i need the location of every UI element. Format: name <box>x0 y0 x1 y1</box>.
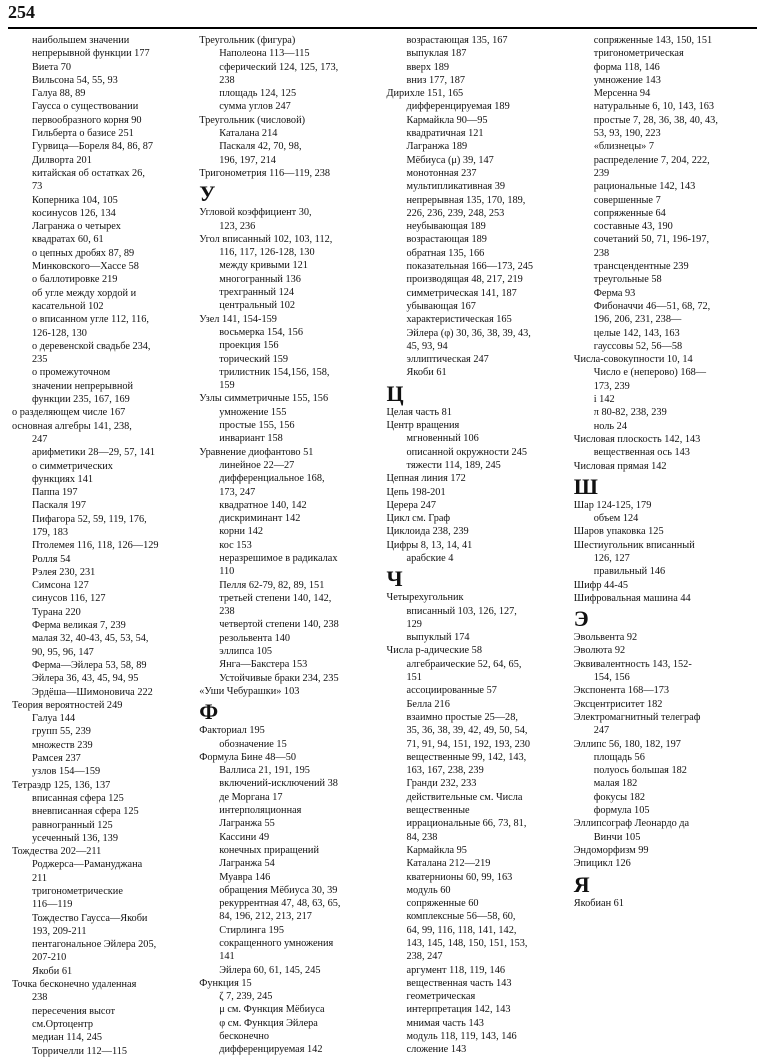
index-subentry: геометрическая <box>406 991 476 1003</box>
index-subentry: множеств 239 <box>32 739 93 751</box>
index-subentry: Рамсея 237 <box>32 753 81 765</box>
index-subentry: умножение 155 <box>219 406 287 418</box>
index-subentry: Лагранжа 55 <box>219 818 275 830</box>
index-subentry: рациональные 142, 143 <box>593 181 696 193</box>
index-subentry: о промежуточном <box>32 367 111 379</box>
index-subentry: ζ 7, 239, 245 <box>219 991 273 1003</box>
index-subentry: площадь 124, 125 <box>219 88 297 100</box>
index-subentry: многогранный 136 <box>219 273 301 285</box>
index-subentry: 154, 156 <box>593 672 630 684</box>
index-subentry: 116, 117, 126-128, 130 <box>219 247 315 259</box>
index-subentry: объем 124 <box>593 513 639 525</box>
index-subentry: 193, 209-211 <box>32 925 87 937</box>
index-entry: Эвольвента 92 <box>573 632 638 644</box>
index-subentry: полуось большая 182 <box>593 765 687 777</box>
index-subentry: Муавра 146 <box>219 871 271 883</box>
index-subentry: Янга—Бакстера 153 <box>219 659 308 671</box>
index-entry: Эндоморфизм 99 <box>573 844 649 856</box>
index-subentry: 207-210 <box>32 952 67 964</box>
index-subentry: мнимая часть 143 <box>406 1017 484 1029</box>
index-subentry: алгебраические 52, 64, 65, <box>406 658 522 670</box>
index-subentry: Гранди 232, 233 <box>406 778 477 790</box>
index-subentry: модуль 118, 119, 143, 146 <box>406 1031 517 1043</box>
index-subentry: 126, 127 <box>593 552 630 564</box>
index-subentry: бесконечно <box>219 1031 270 1043</box>
index-subentry: иррациональные 66, 73, 81, <box>406 818 527 830</box>
index-subentry: непрерывная 135, 170, 189, <box>406 194 526 206</box>
index-entry: Числа p-адические 58 <box>386 645 482 657</box>
index-entry: Точка бесконечно удаленная <box>12 979 137 991</box>
index-subentry: о вписанном угле 112, 116, <box>32 314 149 326</box>
index-subentry: 64, 99, 116, 118, 141, 142, <box>406 924 517 936</box>
section-letter: Ц <box>386 380 404 406</box>
index-subentry: умножение 143 <box>593 74 661 86</box>
index-subentry: Ролля 54 <box>32 553 71 565</box>
index-subentry: Стирлинга 195 <box>219 924 284 936</box>
index-subentry: дискриминант 142 <box>219 513 301 525</box>
index-subentry: Число e (неперово) 168— <box>593 367 707 379</box>
header-rule <box>8 27 757 29</box>
index-subentry: 235 <box>32 354 48 366</box>
index-subentry: 151 <box>406 672 422 684</box>
index-entry: Эллипс 56, 180, 182, 197 <box>573 738 681 750</box>
index-entry: Тригонометрия 116—119, 238 <box>199 167 331 179</box>
index-subentry: торический 159 <box>219 353 289 365</box>
index-subentry: обратная 135, 166 <box>406 247 485 259</box>
index-entry: Шаров упаковка 125 <box>573 526 664 538</box>
index-subentry: вписанная сфера 125 <box>32 792 124 804</box>
index-subentry: де Моргана 17 <box>219 791 283 803</box>
index-subentry: китайская об остатках 26, <box>32 167 145 179</box>
index-subentry: возрастающая 189 <box>406 234 487 246</box>
index-subentry: Лагранжа о четырех <box>32 221 121 233</box>
index-entry: Центр вращения <box>386 420 460 432</box>
index-entry: о разделяющем числе 167 <box>12 407 126 419</box>
index-subentry: Пелля 62-79, 82, 89, 151 <box>219 579 325 591</box>
index-subentry: центральный 102 <box>219 300 296 312</box>
index-subentry: вещественная часть 143 <box>406 977 512 989</box>
index-entry: Уравнение диофантово 51 <box>199 446 314 458</box>
index-subentry: трехгранный 124 <box>219 287 295 299</box>
index-subentry: Роджерса—Рамануджана <box>32 859 143 871</box>
index-subentry: функции 235, 167, 169 <box>32 394 130 406</box>
index-entry: Электромагнитный телеграф <box>573 711 701 723</box>
index-subentry: составные 43, 190 <box>593 221 673 233</box>
index-subentry: эллипса 105 <box>219 646 273 658</box>
index-subentry: Эрдёша—Шимоновича 222 <box>32 686 153 698</box>
index-subentry: простые 7, 28, 36, 38, 40, 43, <box>593 114 718 126</box>
index-subentry: 247 <box>32 433 48 445</box>
index-subentry: Мерсенна 94 <box>593 88 651 100</box>
index-subentry: Рэлея 230, 231 <box>32 566 96 578</box>
index-subentry: форма 118, 146 <box>593 61 660 73</box>
index-subentry: вверх 189 <box>406 61 450 73</box>
index-entry: Эллипсограф Леонардо да <box>573 818 690 830</box>
index-subentry: 141 <box>219 951 235 963</box>
index-subentry: резольвента 140 <box>219 632 291 644</box>
index-subentry: формула 105 <box>593 805 650 817</box>
index-subentry: взаимно простые 25—28, <box>406 711 518 723</box>
index-subentry: сферический 124, 125, 173, <box>219 61 339 73</box>
index-entry: Числа-совокупности 10, 14 <box>573 354 693 366</box>
index-subentry: о симметрических <box>32 460 113 472</box>
section-letter: Ч <box>386 566 403 592</box>
index-entry: Числовая прямая 142 <box>573 460 667 472</box>
index-subentry: выпуклый 174 <box>406 632 470 644</box>
index-subentry: «близнецы» 7 <box>593 141 654 153</box>
index-subentry: между кривыми 121 <box>219 260 308 272</box>
index-column-3 <box>383 34 570 1056</box>
index-entry: Тождества 202—211 <box>12 846 102 858</box>
index-subentry: арифметики 28—29, 57, 141 <box>32 447 156 459</box>
page-number: 254 <box>8 2 35 22</box>
index-subentry: i 142 <box>593 394 615 406</box>
index-subentry: Вильсона 54, 55, 93 <box>32 74 118 86</box>
index-subentry: Паппа 197 <box>32 487 78 499</box>
index-entry: Циклоида 238, 239 <box>386 526 469 538</box>
index-subentry: Лагранжа 54 <box>219 858 275 870</box>
index-subentry: вписанный 103, 126, 127, <box>406 605 517 617</box>
index-entry: Шифр 44-45 <box>573 579 629 591</box>
index-subentry: пентагональное Эйлера 205, <box>32 939 157 951</box>
index-subentry: конечных приращений <box>219 844 319 856</box>
index-subentry: 238, 247 <box>406 951 443 963</box>
index-subentry: Кармайкла 95 <box>406 844 467 856</box>
index-subentry: 196, 197, 214 <box>219 154 276 166</box>
index-subentry: косинусов 126, 134 <box>32 207 116 219</box>
index-subentry: 84, 238 <box>406 831 438 843</box>
index-subentry: целые 142, 143, 163 <box>593 327 680 339</box>
index-subentry: 73 <box>32 181 43 193</box>
index-subentry: показательная 166—173, 245 <box>406 261 534 273</box>
index-subentry: 179, 183 <box>32 526 69 538</box>
index-entry: Эквивалентность 143, 152- <box>573 658 692 670</box>
index-entry: Числовая плоскость 142, 143 <box>573 433 701 445</box>
section-letter: Ш <box>573 473 598 499</box>
index-subentry: Гильберта о базисе 251 <box>32 128 134 140</box>
index-subentry: 45, 93, 94 <box>406 340 448 352</box>
index-subentry: Каталана 212—219 <box>406 858 491 870</box>
index-subentry: трилистник 154,156, 158, <box>219 366 330 378</box>
index-subentry: 226, 236, 239, 248, 253 <box>406 207 505 219</box>
index-subentry: Кассини 49 <box>219 831 270 843</box>
index-subentry: 71, 91, 94, 151, 192, 193, 230 <box>406 738 531 750</box>
index-entry: Угол вписанный 102, 103, 112, <box>199 233 333 245</box>
index-subentry: 159 <box>219 380 235 392</box>
index-column-4 <box>570 34 757 998</box>
index-entry: Треугольник (фигура) <box>199 35 296 46</box>
index-subentry: модуль 60 <box>406 884 451 896</box>
index-subentry: Тождество Гаусса—Якоби <box>32 912 148 924</box>
index-subentry: распределение 7, 204, 222, <box>593 154 710 166</box>
index-subentry: Виета 70 <box>32 61 72 73</box>
index-subentry: малая 182 <box>593 778 638 790</box>
index-subentry: Фибоначчи 46—51, 68, 72, <box>593 300 711 312</box>
index-subentry: характеристическая 165 <box>406 314 512 326</box>
index-subentry: тригонометрическая <box>593 48 684 60</box>
index-subentry: 129 <box>406 618 422 630</box>
index-subentry: Симсона 127 <box>32 580 89 592</box>
index-entry: Цифры 8, 13, 14, 41 <box>386 539 473 551</box>
index-subentry: интерполяционная <box>219 805 302 817</box>
index-subentry: Торричелли 112—115 <box>32 1045 128 1057</box>
index-subentry: 84, 196, 212, 213, 217 <box>219 911 312 923</box>
index-subentry: вневписанная сфера 125 <box>32 806 139 818</box>
index-entry: Экспонента 168—173 <box>573 685 670 697</box>
index-subentry: квадратичная 121 <box>406 128 484 140</box>
index-entry: Цепь 198-201 <box>386 486 446 498</box>
index-subentry: 110 <box>219 566 235 578</box>
index-subentry: комплексные 56—58, 60, <box>406 911 516 923</box>
index-subentry: Турана 220 <box>32 606 81 618</box>
index-subentry: мгновенный 106 <box>406 433 479 445</box>
index-subentry: Гурвица—Бореля 84, 86, 87 <box>32 141 154 153</box>
section-letter: У <box>199 181 216 207</box>
section-letter: Э <box>573 606 589 632</box>
index-entry: «Уши Чебурашки» 103 <box>199 685 300 697</box>
index-subentry: площадь 56 <box>593 751 645 763</box>
index-subentry: треугольные 58 <box>593 274 662 286</box>
index-subentry: 238 <box>593 247 610 259</box>
index-subentry: непрерывной функции 177 <box>32 48 150 60</box>
index-subentry: Паскаля 197 <box>32 500 86 512</box>
index-subentry: Якоби 61 <box>32 965 73 977</box>
index-subentry: Якоби 61 <box>406 367 447 379</box>
index-entry: Узел 141, 154-159 <box>199 313 277 325</box>
index-subentry: обозначение 15 <box>219 738 287 750</box>
index-entry: Формула Бине 48—50 <box>199 751 296 763</box>
index-subentry: дифференцируемая 189 <box>406 101 510 113</box>
index-subentry: о баллотировке 219 <box>32 274 118 286</box>
index-subentry: обращения Мёбиуса 30, 39 <box>219 884 338 896</box>
index-subentry: эллиптическая 247 <box>406 354 489 366</box>
index-subentry: неразрешимое в радикалах <box>219 552 338 564</box>
index-subentry: сочетаний 50, 71, 196-197, <box>593 234 710 246</box>
index-subentry: Наполеона 113—115 <box>219 48 310 60</box>
index-subentry: гауссовы 52, 56—58 <box>593 340 683 352</box>
index-subentry: третьей степени 140, 142, <box>219 592 332 604</box>
index-subentry: интерпретация 142, 143 <box>406 1004 511 1016</box>
index-subentry: Галуа 88, 89 <box>32 88 86 100</box>
index-entry: Теория вероятностей 249 <box>12 699 123 711</box>
index-subentry: групп 55, 239 <box>32 726 91 738</box>
index-subentry: квадратное 140, 142 <box>219 499 307 511</box>
index-subentry: Гаусса о существовании <box>32 101 139 113</box>
index-subentry: тригонометрические <box>32 886 123 897</box>
index-subentry: Валлиса 21, 191, 195 <box>219 765 310 777</box>
index-subentry: синусов 116, 127 <box>32 593 106 605</box>
index-subentry: Птолемея 116, 118, 126—129 <box>32 540 159 552</box>
index-subentry: аргумент 118, 119, 146 <box>406 964 505 976</box>
index-subentry: Лагранжа 189 <box>406 141 468 153</box>
index-subentry: Устойчивые браки 234, 235 <box>219 672 339 684</box>
index-subentry: рекуррентная 47, 48, 63, 65, <box>219 898 341 910</box>
index-entry: Тетраэдр 125, 136, 137 <box>12 779 111 791</box>
index-subentry: арабские 4 <box>406 552 454 564</box>
index-subentry: усеченный 136, 139 <box>32 832 118 844</box>
index-subentry: Эйлера (φ) 30, 36, 38, 39, 43, <box>406 327 531 339</box>
index-subentry: Белла 216 <box>406 698 450 710</box>
index-subentry: дифференцируемая 142 <box>219 1044 323 1056</box>
index-subentry: Эйлера 36, 43, 45, 94, 95 <box>32 673 139 685</box>
index-subentry: действительные см. Числа <box>406 791 523 803</box>
index-subentry: о деревенской свадьбе 234, <box>32 340 151 352</box>
index-subentry: 238 <box>32 992 48 1004</box>
index-entry: Треугольник (числовой) <box>199 114 306 126</box>
index-column-2 <box>195 34 382 1056</box>
index-subentry: сумма углов 247 <box>219 101 291 113</box>
index-subentry: 123, 236 <box>219 220 256 232</box>
index-subentry: ноль 24 <box>593 420 627 432</box>
index-subentry: φ см. Функция Эйлера <box>219 1017 318 1029</box>
index-subentry: 247 <box>593 725 610 737</box>
index-subentry: пересечения высот <box>32 1005 116 1017</box>
index-subentry: инвариант 158 <box>219 433 283 445</box>
index-subentry: убывающая 167 <box>406 300 476 312</box>
index-subentry: 35, 36, 38, 39, 42, 49, 50, 54, <box>406 725 528 737</box>
index-subentry: Ферма великая 7, 239 <box>32 620 126 632</box>
index-subentry: Эйлера 60, 61, 145, 245 <box>219 964 321 976</box>
index-subentry: вещественная ось 143 <box>593 447 690 459</box>
index-subentry: выпуклая 187 <box>406 48 467 60</box>
index-subentry: восьмерка 154, 156 <box>219 326 303 338</box>
index-subentry: 173, 247 <box>219 486 256 498</box>
index-subentry: первообразного корня 90 <box>32 114 142 126</box>
index-subentry: мультипликативная 39 <box>406 181 506 193</box>
index-subentry: 53, 93, 190, 223 <box>593 128 661 140</box>
index-entry: Целая часть 81 <box>386 406 452 418</box>
index-entry: основная алгебры 141, 238, <box>12 420 132 432</box>
index-entry: Функция 15 <box>199 977 252 989</box>
index-subentry: Ферма 93 <box>593 287 636 299</box>
index-subentry: 196, 206, 231, 238— <box>593 314 682 326</box>
index-subentry: сокращенного умножения <box>219 938 334 949</box>
index-subentry: четвертой степени 140, 238 <box>219 619 339 631</box>
index-subentry: Коперника 104, 105 <box>32 194 118 206</box>
index-subentry: 126-128, 130 <box>32 327 87 339</box>
index-subentry: линейное 22—27 <box>219 459 295 471</box>
index-subentry: 116—119 <box>32 899 73 911</box>
index-subentry: квадратах 60, 61 <box>32 234 104 246</box>
index-subentry: Пифагора 52, 59, 119, 176, <box>32 513 147 525</box>
index-subentry: Каталана 214 <box>219 128 278 140</box>
index-subentry: ассоциированные 57 <box>406 685 497 697</box>
index-subentry: 211 <box>32 872 48 884</box>
index-entry: Шестиугольник вписанный <box>573 539 695 551</box>
index-columns <box>8 34 757 1057</box>
index-subentry: равногранный 125 <box>32 819 113 831</box>
index-subentry: кос 153 <box>219 539 252 551</box>
index-subentry: функциях 141 <box>32 473 94 485</box>
index-subentry: 173, 239 <box>593 380 630 392</box>
index-subentry: см.Ортоцентр <box>32 1018 93 1030</box>
index-subentry: возрастающая 135, 167 <box>406 35 508 46</box>
index-subentry: 163, 167, 238, 239 <box>406 765 484 777</box>
index-subentry: наибольшем значении <box>32 35 130 46</box>
index-subentry: 90, 95, 96, 147 <box>32 646 94 658</box>
index-subentry: сопряженные 60 <box>406 898 479 910</box>
index-subentry: о цепных дробях 87, 89 <box>32 247 135 259</box>
index-entry: Шифровальная машина 44 <box>573 592 691 604</box>
index-subentry: корни 142 <box>219 526 264 538</box>
index-column-1 <box>8 34 195 1057</box>
index-entry: Якобиан 61 <box>573 897 624 909</box>
index-subentry: об угле между хордой и <box>32 287 137 299</box>
index-entry: Цикл см. Граф <box>386 513 451 525</box>
section-letter: Я <box>573 871 590 897</box>
index-subentry: Мёбиуса (μ) 39, 147 <box>406 154 494 166</box>
index-subentry: простые 155, 156 <box>219 420 295 432</box>
index-subentry: проекция 156 <box>219 340 279 352</box>
index-subentry: касательной 102 <box>32 300 104 312</box>
index-subentry: узлов 154—159 <box>32 766 101 778</box>
index-subentry: правильный 146 <box>593 566 666 578</box>
index-entry: Угловой коэффициент 30, <box>199 207 312 219</box>
index-subentry: Ферма—Эйлера 53, 58, 89 <box>32 659 147 671</box>
index-subentry: сложение 143 <box>406 1044 467 1056</box>
index-subentry: вещественные <box>406 805 470 817</box>
index-subentry: натуральные 6, 10, 143, 163 <box>593 101 715 113</box>
index-subentry: симметрическая 141, 187 <box>406 287 517 299</box>
index-subentry: сопряженные 64 <box>593 207 666 219</box>
index-subentry: неубывающая 189 <box>406 221 486 233</box>
index-subentry: вниз 177, 187 <box>406 74 466 86</box>
index-subentry: Галуа 144 <box>32 713 76 725</box>
index-subentry: 143, 145, 148, 150, 151, 153, <box>406 938 528 949</box>
index-subentry: 239 <box>593 167 610 179</box>
index-entry: Четырехугольник <box>386 592 464 604</box>
index-subentry: совершенные 7 <box>593 194 661 206</box>
index-subentry: Винчи 105 <box>593 831 641 843</box>
index-subentry: 238 <box>219 74 235 86</box>
index-subentry: вещественные 99, 142, 143, <box>406 751 527 763</box>
index-entry: Узлы симметричные 155, 156 <box>199 393 329 405</box>
index-subentry: Минковского—Хассе 58 <box>32 261 139 273</box>
index-entry: Шар 124-125, 179 <box>573 499 652 511</box>
index-entry: Церера 247 <box>386 499 436 511</box>
index-subentry: включений-исключений 38 <box>219 778 338 790</box>
index-entry: Цепная линия 172 <box>386 473 466 485</box>
index-subentry: малая 32, 40-43, 45, 53, 54, <box>32 633 149 645</box>
index-subentry: медиан 114, 245 <box>32 1032 103 1044</box>
index-subentry: фокусы 182 <box>593 791 646 803</box>
index-entry: Дирихле 151, 165 <box>386 88 464 100</box>
index-subentry: кватернионы 60, 99, 163 <box>406 871 513 883</box>
index-subentry: трансцендентные 239 <box>593 261 689 273</box>
index-subentry: π 80-82, 238, 239 <box>593 407 667 419</box>
index-subentry: Дилворта 201 <box>32 154 92 166</box>
index-subentry: дифференциальное 168, <box>219 473 325 485</box>
index-entry: Эксцентриситет 182 <box>573 698 663 710</box>
index-subentry: Паскаля 42, 70, 98, <box>219 141 302 153</box>
index-subentry: описанной окружности 245 <box>406 446 527 458</box>
index-subentry: значении непрерывной <box>32 380 133 392</box>
index-subentry: тяжести 114, 189, 245 <box>406 459 501 471</box>
section-letter: Ф <box>199 699 219 725</box>
index-subentry: сопряженные 143, 150, 151 <box>593 35 713 46</box>
index-subentry: монотонная 237 <box>406 167 477 179</box>
index-entry: Факториал 195 <box>199 725 265 737</box>
index-subentry: 238 <box>219 606 235 618</box>
index-subentry: производящая 48, 217, 219 <box>406 274 523 286</box>
index-subentry: μ см. Функция Мёбиуса <box>219 1004 325 1016</box>
index-entry: Эволюта 92 <box>573 645 626 657</box>
index-subentry: Кармайкла 90—95 <box>406 114 488 126</box>
index-entry: Эпицикл 126 <box>573 858 631 870</box>
